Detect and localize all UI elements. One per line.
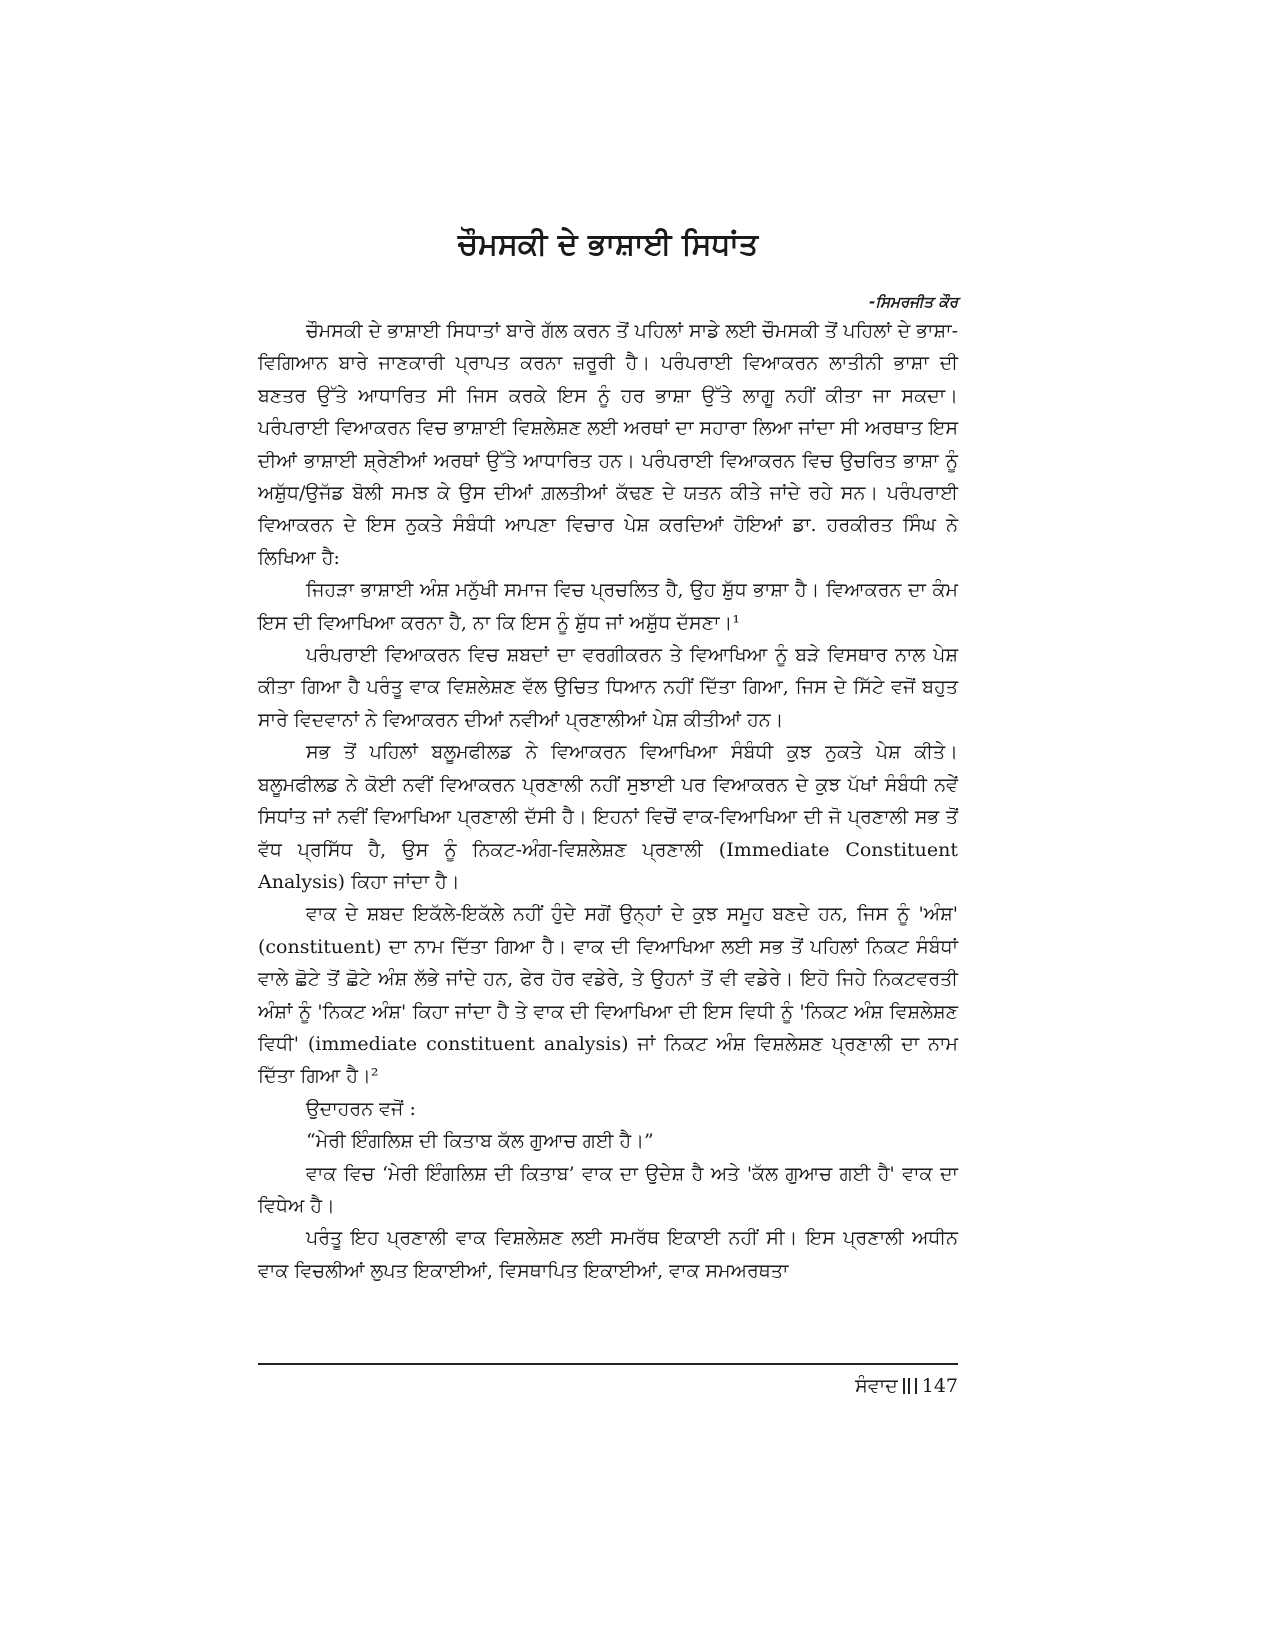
quoted-paragraph: ਜਿਹੜਾ ਭਾਸ਼ਾਈ ਅੰਸ਼ ਮਨੁੱਖੀ ਸਮਾਜ ਵਿਚ ਪ੍ਰਚਲਿਤ ਹੈ, ਉਹ ਸ਼ੁੱਧ ਭਾਸ਼ਾ ਹੈ। ਵਿਆਕਰਨ ਦਾ ਕੰਮ ਇਸ ਦੀ ਵਿਆਖਿਆ ਕਰਨਾ ਹੈ, ਨਾ ਕਿ ਇਸ ਨੂੰ ਸ਼ੁੱਧ ਜਾਂ ਅਸ਼ੁੱਧ ਦੱਸਣਾ।¹ bbox=[258, 579, 958, 634]
page-number: 147 bbox=[921, 1375, 958, 1397]
journal-name: ਸੰਵਾਦ bbox=[855, 1375, 898, 1397]
paragraph: ਵਾਕ ਦੇ ਸ਼ਬਦ ਇਕੱਲੇ-ਇਕੱਲੇ ਨਹੀਂ ਹੁੰਦੇ ਸਗੋਂ ਉਨ੍ਹਾਂ ਦੇ ਕੁਝ ਸਮੂਹ ਬਣਦੇ ਹਨ, ਜਿਸ ਨੂੰ 'ਅੰਸ਼' (constituent) ਦਾ ਨਾਮ ਦਿੱਤਾ ਗਿਆ ਹੈ। ਵਾਕ ਦੀ ਵਿਆਖਿਆ ਲਈ ਸਭ ਤੋਂ ਪਹਿਲਾਂ ਨਿਕਟ ਸੰਬੰਧਾਂ ਵਾਲੇ ਛੋਟੇ ਤੋਂ ਛੋਟੇ ਅੰਸ਼ ਲੱਭੇ ਜਾਂਦੇ ਹਨ, ਫੇਰ ਹੋਰ ਵਡੇਰੇ, ਤੇ ਉਹਨਾਂ ਤੋਂ ਵੀ ਵਡੇਰੇ। ਇਹੋ ਜਿਹੇ ਨਿਕਟਵਰਤੀ ਅੰਸ਼ਾਂ ਨੂੰ 'ਨਿਕਟ ਅੰਸ਼' ਕਿਹਾ ਜਾਂਦਾ ਹੈ ਤੇ ਵਾਕ ਦੀ ਵਿਆਖਿਆ ਦੀ ਇਸ ਵਿਧੀ ਨੂੰ 'ਨਿਕਟ ਅੰਸ਼ ਵਿਸ਼ਲੇਸ਼ਣ ਵਿਧੀ' (immediate constituent analysis) ਜਾਂ ਨਿਕਟ ਅੰਸ਼ ਵਿਸ਼ਲੇਸ਼ਣ ਪ੍ਰਣਾਲੀ ਦਾ ਨਾਮ ਦਿੱਤਾ ਗਿਆ ਹੈ।² bbox=[258, 903, 958, 1088]
paragraph: ਪਰੰਪਰਾਈ ਵਿਆਕਰਨ ਵਿਚ ਸ਼ਬਦਾਂ ਦਾ ਵਰਗੀਕਰਨ ਤੇ ਵਿਆਖਿਆ ਨੂੰ ਬੜੇ ਵਿਸਥਾਰ ਨਾਲ ਪੇਸ਼ ਕੀਤਾ ਗਿਆ ਹੈ ਪਰੰਤੂ ਵਾਕ ਵਿਸ਼ਲੇਸ਼ਣ ਵੱਲ ਉਚਿਤ ਧਿਆਨ ਨਹੀਂ ਦਿੱਤਾ ਗਿਆ, ਜਿਸ ਦੇ ਸਿੱਟੇ ਵਜੋਂ ਬਹੁਤ ਸਾਰੇ ਵਿਦਵਾਨਾਂ ਨੇ ਵਿਆਕਰਨ ਦੀਆਂ ਨਵੀਆਂ ਪ੍ਰਣਾਲੀਆਂ ਪੇਸ਼ ਕੀਤੀਆਂ ਹਨ। bbox=[258, 644, 958, 731]
example-label: ਉਦਾਹਰਨ ਵਜੋਂ : bbox=[306, 1097, 416, 1120]
paragraph: ਵਾਕ ਵਿਚ ‘ਮੇਰੀ ਇੰਗਲਿਸ਼ ਦੀ ਕਿਤਾਬ’ ਵਾਕ ਦਾ ਉਦੇਸ਼ ਹੈ ਅਤੇ 'ਕੱਲ ਗੁਆਚ ਗਈ ਹੈ' ਵਾਕ ਦਾ ਵਿਧੇਅ ਹੈ। bbox=[258, 1162, 958, 1217]
separator-icon bbox=[903, 1378, 917, 1394]
footer-divider bbox=[258, 1363, 958, 1365]
author-byline: -ਸਿਮਰਜੀਤ ਕੌਰ bbox=[869, 293, 958, 311]
paragraph: ਚੌਮਸਕੀ ਦੇ ਭਾਸ਼ਾਈ ਸਿਧਾਤਾਂ ਬਾਰੇ ਗੱਲ ਕਰਨ ਤੋਂ ਪਹਿਲਾਂ ਸਾਡੇ ਲਈ ਚੌਮਸਕੀ ਤੋਂ ਪਹਿਲਾਂ ਦੇ ਭਾਸ਼ਾ-ਵਿਗਿਆਨ ਬਾਰੇ ਜਾਣਕਾਰੀ ਪ੍ਰਾਪਤ ਕਰਨਾ ਜ਼ਰੂਰੀ ਹੈ। ਪਰੰਪਰਾਈ ਵਿਆਕਰਨ ਲਾਤੀਨੀ ਭਾਸ਼ਾ ਦੀ ਬਣਤਰ ਉੱਤੇ ਆਧਾਰਿਤ ਸੀ ਜਿਸ ਕਰਕੇ ਇਸ ਨੂੰ ਹਰ ਭਾਸ਼ਾ ਉੱਤੇ ਲਾਗੂ ਨਹੀਂ ਕੀਤਾ ਜਾ ਸਕਦਾ। ਪਰੰਪਰਾਈ ਵਿਆਕਰਨ ਵਿਚ ਭਾਸ਼ਾਈ ਵਿਸ਼ਲੇਸ਼ਣ ਲਈ ਅਰਥਾਂ ਦਾ ਸਹਾਰਾ ਲਿਆ ਜਾਂਦਾ ਸੀ ਅਰਥਾਤ ਇਸ ਦੀਆਂ ਭਾਸ਼ਾਈ ਸ਼੍ਰੇਣੀਆਂ ਅਰਥਾਂ ਉੱਤੇ ਆਧਾਰਿਤ ਹਨ। ਪਰੰਪਰਾਈ ਵਿਆਕਰਨ ਵਿਚ ਉਚਰਿਤ ਭਾਸ਼ਾ ਨੂੰ ਅਸ਼ੁੱਧ/ਉਜੱਡ ਬੋਲੀ ਸਮਝ ਕੇ ਉਸ ਦੀਆਂ ਗ਼ਲਤੀਆਂ ਕੱਢਣ ਦੇ ਯਤਨ ਕੀਤੇ ਜਾਂਦੇ ਰਹੇ ਸਨ। ਪਰੰਪਰਾਈ ਵਿਆਕਰਨ ਦੇ ਇਸ ਨੁਕਤੇ ਸੰਬੰਧੀ ਆਪਣਾ ਵਿਚਾਰ ਪੇਸ਼ ਕਰਦਿਆਂ ਹੋਇਆਂ ਡਾ. ਹਰਕੀਰਤ ਸਿੰਘ ਨੇ ਲਿਖਿਆ ਹੈ: bbox=[258, 320, 958, 569]
article-title: ਚੌਮਸਕੀ ਦੇ ਭਾਸ਼ਾਈ ਸਿਧਾਂਤ bbox=[457, 227, 759, 262]
page-footer bbox=[855, 1372, 958, 1400]
article-body bbox=[258, 315, 958, 1287]
example-sentence: “ਮੇਰੀ ਇੰਗਲਿਸ਼ ਦੀ ਕਿਤਾਬ ਕੱਲ ਗੁਆਚ ਗਈ ਹੈ।” bbox=[306, 1130, 654, 1153]
paragraph: ਸਭ ਤੋਂ ਪਹਿਲਾਂ ਬਲੂਮਫੀਲਡ ਨੇ ਵਿਆਕਰਨ ਵਿਆਖਿਆ ਸੰਬੰਧੀ ਕੁਝ ਨੁਕਤੇ ਪੇਸ਼ ਕੀਤੇ। ਬਲੂਮਫੀਲਡ ਨੇ ਕੋਈ ਨਵੀਂ ਵਿਆਕਰਨ ਪ੍ਰਣਾਲੀ ਨਹੀਂ ਸੁਝਾਈ ਪਰ ਵਿਆਕਰਨ ਦੇ ਕੁਝ ਪੱਖਾਂ ਸੰਬੰਧੀ ਨਵੇਂ ਸਿਧਾਂਤ ਜਾਂ ਨਵੀਂ ਵਿਆਖਿਆ ਪ੍ਰਣਾਲੀ ਦੱਸੀ ਹੈ। ਇਹਨਾਂ ਵਿਚੋਂ ਵਾਕ-ਵਿਆਖਿਆ ਦੀ ਜੋ ਪ੍ਰਣਾਲੀ ਸਭ ਤੋਂ ਵੱਧ ਪ੍ਰਸਿੱਧ ਹੈ, ਉਸ ਨੂੰ ਨਿਕਟ-ਅੰਗ-ਵਿਸ਼ਲੇਸ਼ਣ ਪ੍ਰਣਾਲੀ (Immediate Constituent Analysis) ਕਿਹਾ ਜਾਂਦਾ ਹੈ। bbox=[258, 741, 958, 893]
document-page bbox=[258, 0, 958, 1650]
paragraph: ਪਰੰਤੂ ਇਹ ਪ੍ਰਣਾਲੀ ਵਾਕ ਵਿਸ਼ਲੇਸ਼ਣ ਲਈ ਸਮਰੱਥ ਇਕਾਈ ਨਹੀਂ ਸੀ। ਇਸ ਪ੍ਰਣਾਲੀ ਅਧੀਨ ਵਾਕ ਵਿਚਲੀਆਂ ਲੁਪਤ ਇਕਾਈਆਂ, ਵਿਸਥਾਪਿਤ ਇਕਾਈਆਂ, ਵਾਕ ਸਮਅਰਥਤਾ bbox=[258, 1227, 958, 1282]
